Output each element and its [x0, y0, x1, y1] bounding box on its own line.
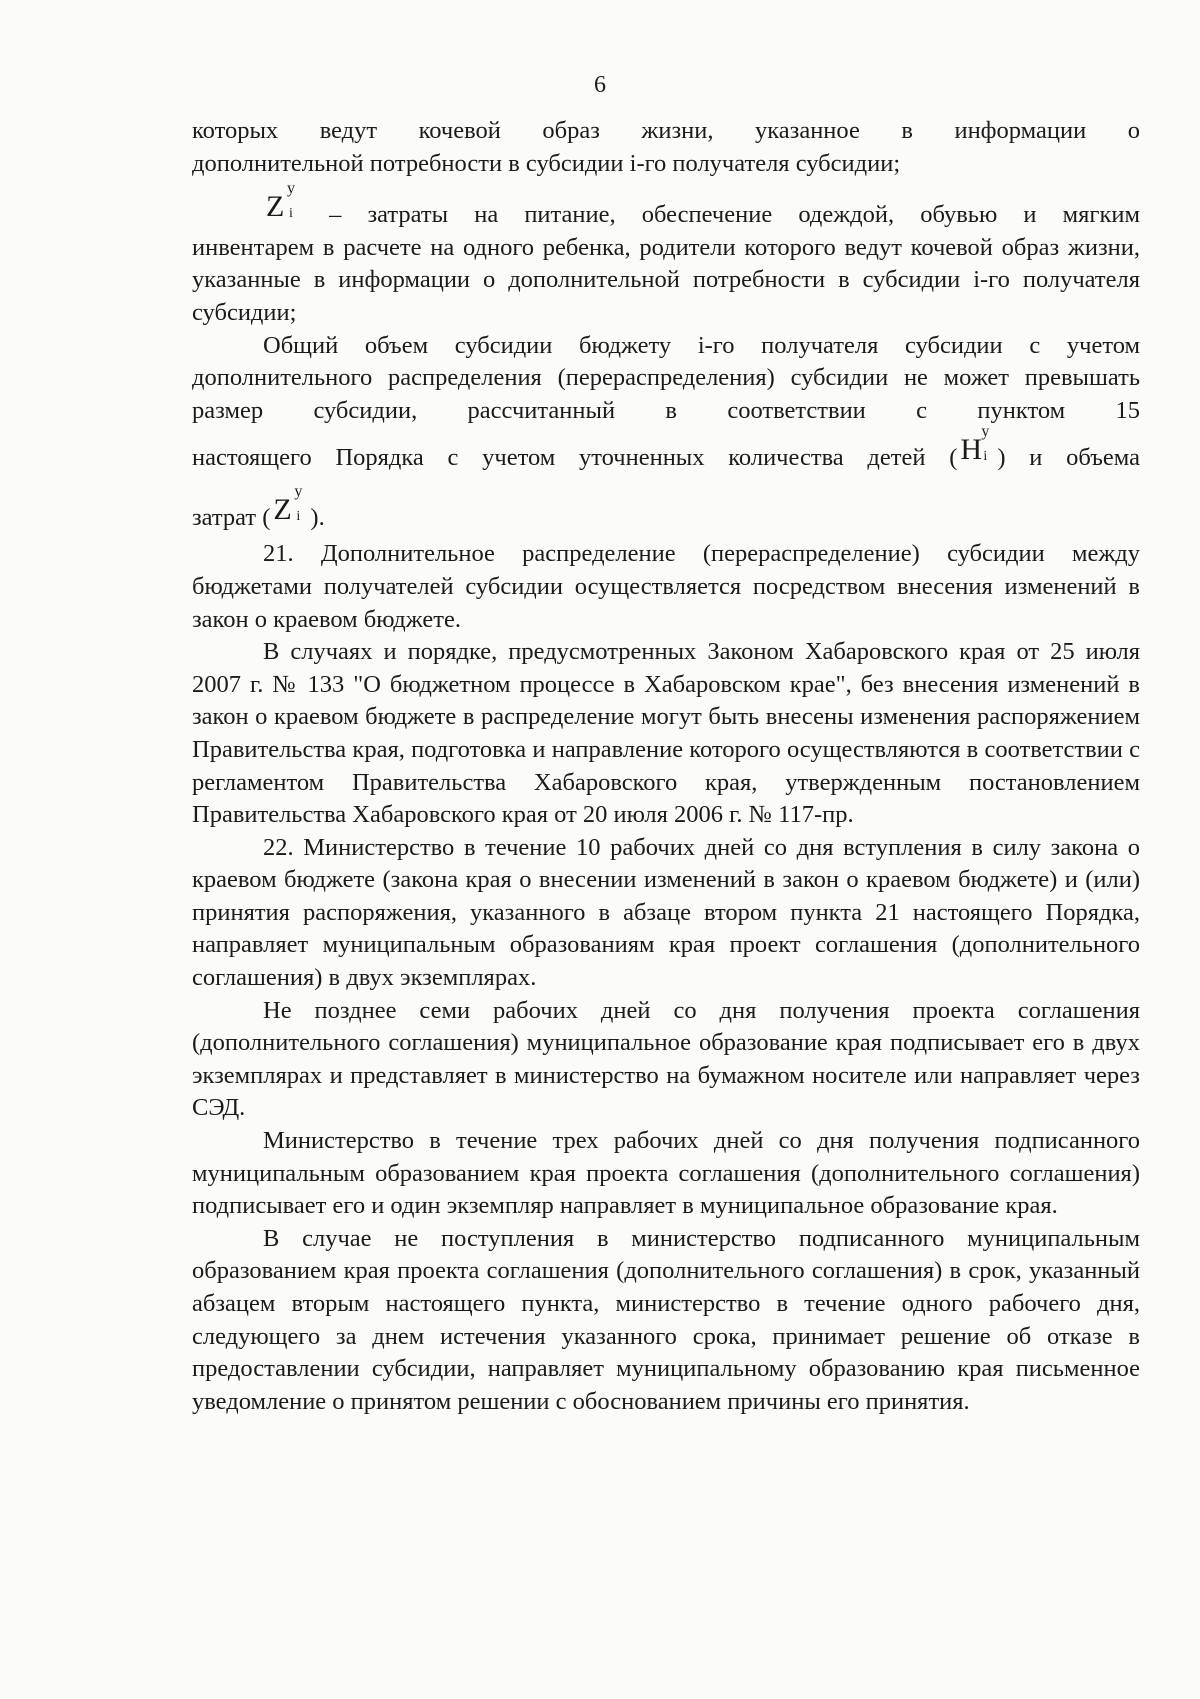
term-definition-zi-continued: инвентарем в расчете на одного ребенка, родители которого ведут кочевой образ жизни, указанные в информации о дополнительной потребности в субсидии i-го получателя субсидии;: [192, 233, 1140, 326]
paragraph-total-volume-formula-line: настоящего Порядка с учетом уточненных количества детей ( H у i ) и объема: [192, 423, 1140, 472]
paragraph-continuation-end: дополнительной потребности в субсидии i-го получателя субсидии;: [192, 149, 901, 177]
paragraph-22-ministry: Министерство в течение трех рабочих дней со дня получения подписанного муниципальным образованием края проекта соглашения (дополнительного соглашения) подписывает его и один экземпляр направляет в муниципальное образование края.: [192, 1127, 1140, 1220]
formula-z-i-y-2: Z у i: [273, 483, 303, 527]
paragraph-total-volume-end: затрат ( Z у i ).: [192, 483, 325, 532]
document-body: [192, 115, 1140, 1418]
formula-h-i-y: H у i: [960, 423, 990, 467]
term-definition-zi: Z у i – затраты на питание, обеспечение одеждой, обувью и мягким: [192, 186, 1140, 232]
paragraph-22-signing: Не позднее семи рабочих дней со дня получения проекта соглашения (дополнительного соглашения) муниципальное образование края подписывает его в двух экземплярах и представляет в министерство на бумажном носителе или направляет через СЭД.: [192, 996, 1140, 1122]
paragraph-total-volume: Общий объем субсидии бюджету i-го получателя субсидии с учетом дополнительного распределения (перераспределения) субсидии не может превышать размер субсидии, рассчитанный в соответствии с пунктом 15: [192, 331, 1140, 424]
paragraph-22-refusal: В случае не поступления в министерство подписанного муниципальным образованием края проекта соглашения (дополнительного соглашения) в срок, указанный абзацем вторым настоящего пункта, министерство в течение одного рабочего дня, следующего за днем истечения указанного срока, принимает решение об отказе в предоставлении субсидии, направляет муниципальному образованию края письменное уведомление о принятом решении с обоснованием причины его принятия.: [192, 1224, 1140, 1415]
paragraph-21-cases: В случаях и порядке, предусмотренных Законом Хабаровского края от 25 июля 2007 г. № 133 "О бюджетном процессе в Хабаровском крае", без внесения изменений в закон о краевом бюджете в распределение могут быть внесены изменения распоряжением Правительства края, подготовка и направление которого осуществляются в соответствии с регламентом Правительства Хабаровского края, утвержденным постановлением Правительства Хабаровского края от 20 июля 2006 г. № 117-пр.: [192, 638, 1140, 829]
formula-z-i-y: Z у i: [266, 180, 295, 224]
page-number: 6: [594, 72, 606, 98]
paragraph-22: 22. Министерство в течение 10 рабочих дней со дня вступления в силу закона о краевом бюджете (закона края о внесении изменений в закон о краевом бюджете) и (или) принятия распоряжения, указанного в абзаце втором пункта 21 настоящего Порядка, направляет муниципальным образованиям края проект соглашения (дополнительного соглашения) в двух экземплярах.: [192, 833, 1140, 992]
paragraph-21: 21. Дополнительное распределение (перераспределение) субсидии между бюджетами получателей субсидии осуществляется посредством внесения изменений в закон о краевом бюджете.: [192, 540, 1140, 633]
paragraph-continuation: которых ведут кочевой образ жизни, указанное в информации о: [192, 117, 1140, 144]
